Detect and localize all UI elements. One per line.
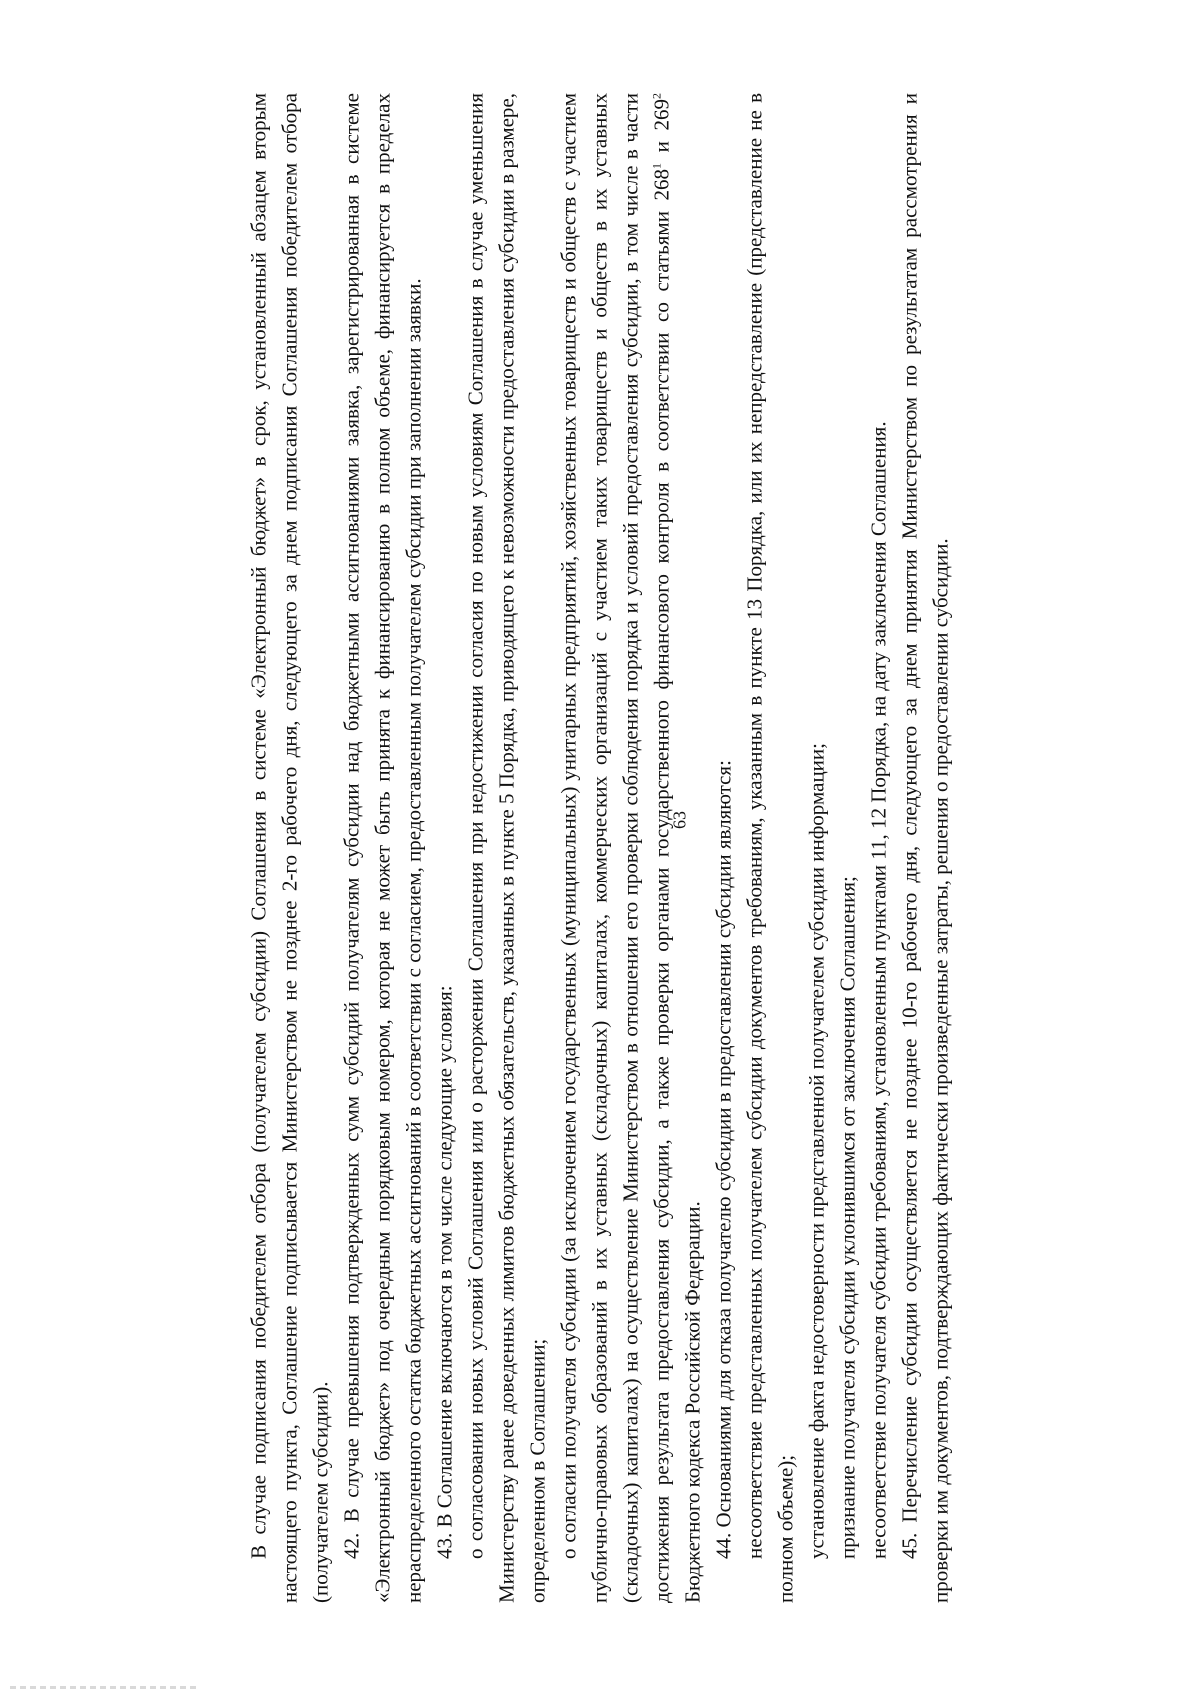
- scan-artifact: [10, 1686, 200, 1689]
- paragraph-43: 43. В Соглашение включаются в том числе следующие условия:: [432, 985, 457, 1559]
- paragraph-43-condition-1: о согласовании новых условий Соглашения или о расторжении Соглашения при недостижении согласия по новым условиям Соглашения в случае уменьшения Министерству ранее доведенных лимитов бюджетных обязательств, указанных в пункте 5 Порядка, приводящего к невозможности предоставления субсидии в размере, определенном в Соглашении;: [463, 93, 550, 1603]
- paragraph-43-condition-2-text: о согласии получателя субсидии (за исключением государственных (муниципальных) унитарных предприятий, хозяйственных товариществ и обществ с участием публично-правовых образований в их уставных (складочных) капиталах, коммерческих организаций с участием таких товариществ и обществ в их уставных (складочных) капиталах) на осуществление Министерством в отношении его проверки соблюдения порядка и условий предоставления субсидии, в том числе в части достижения результата предоставления субсидии, а также проверки органами государственного финансового контроля в соответствии со статьями 268: [556, 93, 674, 1603]
- paragraph-42: 42. В случае превышения подтвержденных сумм субсидий получателям субсидии над бюджетными ассигнованиями заявка, зарегистрированная в системе «Электронный бюджет» под очередным порядковым номером, которая не может быть принята к финансированию в полном объеме, финансируется в пределах нераспределенного остатка бюджетных ассигнований в соответствии с согласием, предоставленным получателем субсидии при заполнении заявки.: [339, 93, 426, 1603]
- paragraph-44-reason-2: установление факта недостоверности представленной получателем субсидии информации;: [804, 743, 829, 1559]
- paragraph-43-condition-2-mid: и 269: [649, 99, 674, 163]
- paragraph-44: 44. Основаниями для отказа получателю субсидии в предоставлении субсидии являются:: [711, 760, 736, 1559]
- paragraph-45: 45. Перечисление субсидии осуществляется не позднее 10-го рабочего дня, следующего за днем принятия Министерством по результатам рассмотрения и проверки им документов, подтверждающих фактически произведенные затраты, решения о предоставлении субсидии.: [897, 93, 953, 1603]
- paragraph-signing: В случае подписания победителем отбора (получателем субсидии) Соглашения в системе «Электронный бюджет» в срок, установленный абзацем вторым настоящего пункта, Соглашение подписывается Министерством не позднее 2-го рабочего дня, следующего за днем подписания Соглашения победителем отбора (получателем субсидии).: [246, 93, 333, 1603]
- paragraph-43-condition-2: [554, 93, 709, 1603]
- document-body: [244, 93, 957, 1603]
- paragraph-44-reason-1: несоответствие представленных получателем субсидии документов требованиям, указанным в пункте 13 Порядка, или их непредставление (представление не в полном объеме);: [742, 93, 798, 1603]
- paragraph-44-reason-4: несоответствие получателя субсидии требованиям, установленным пунктами 11, 12 Порядка, на дату заключения Соглашения.: [866, 421, 891, 1559]
- superscript-1: 1: [649, 162, 664, 169]
- page-number: 63: [669, 811, 690, 829]
- superscript-2: 2: [649, 93, 664, 99]
- paragraph-44-reason-3: признание получателя субсидии уклонившимся от заключения Соглашения;: [835, 876, 860, 1559]
- paragraph-43-condition-2-end: Бюджетного кодекса Российской Федерации.: [680, 1201, 705, 1603]
